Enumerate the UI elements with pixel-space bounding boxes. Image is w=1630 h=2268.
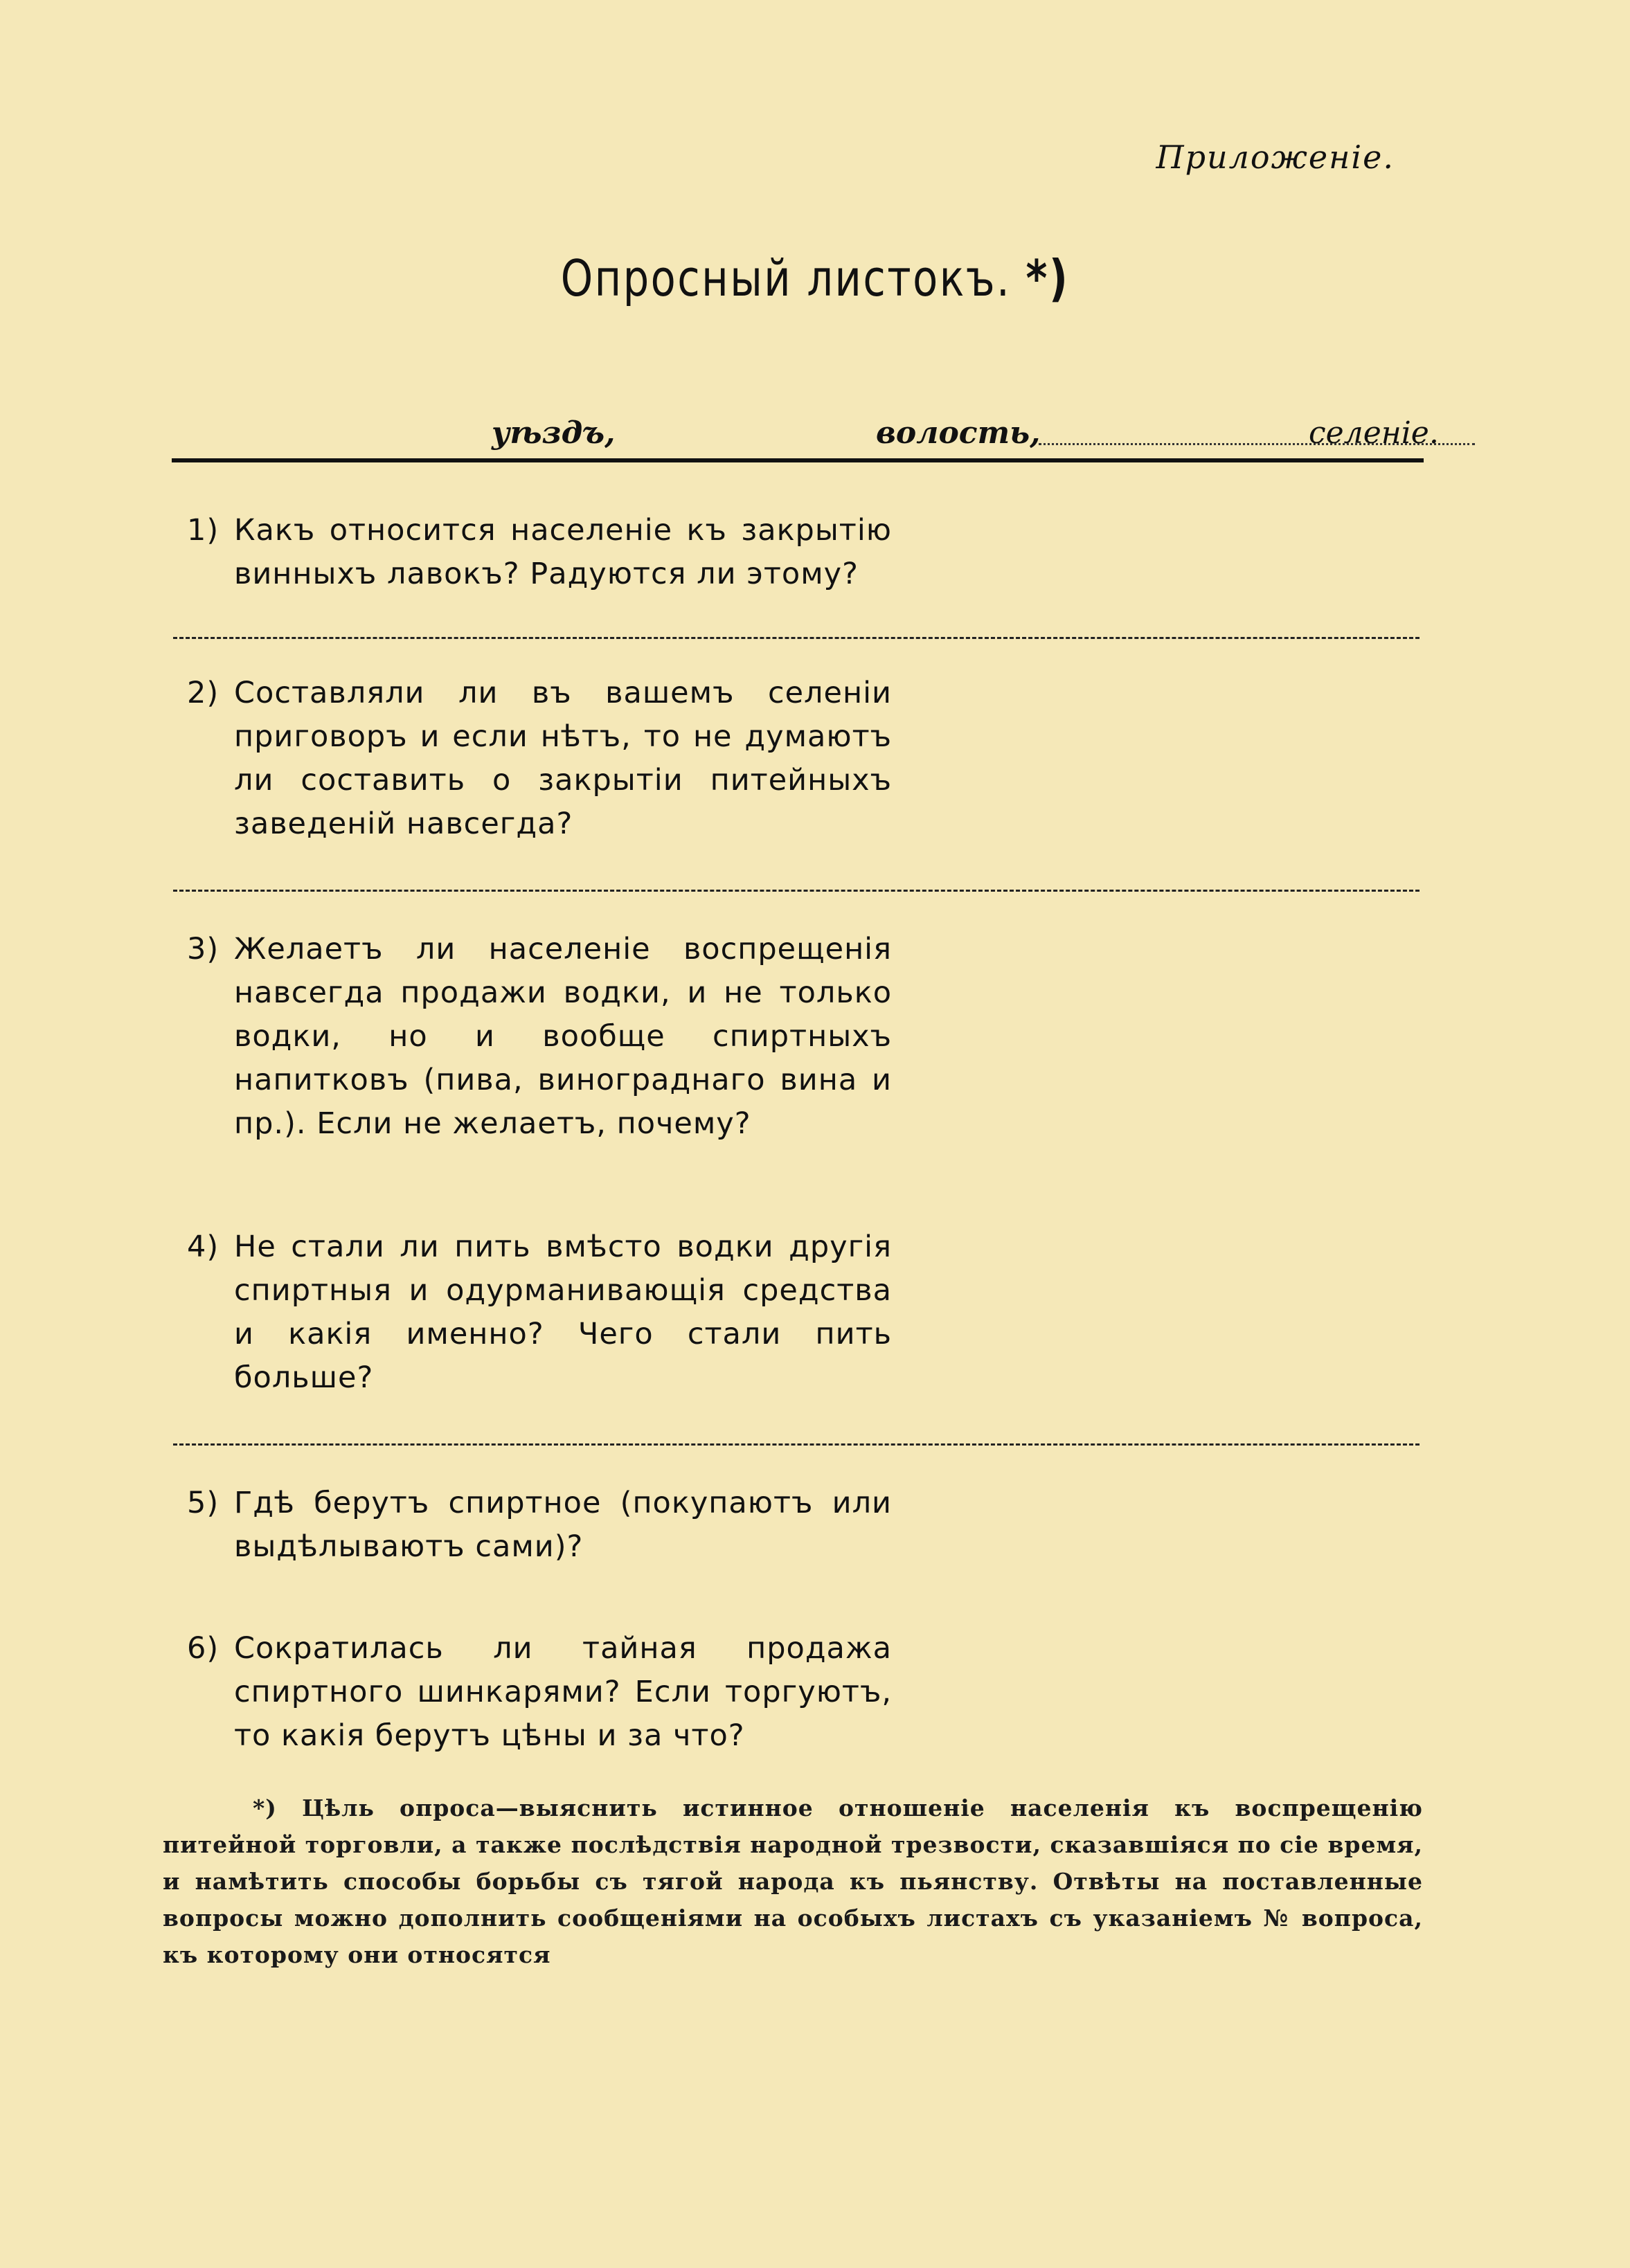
volost-label: волость,: [876, 415, 1041, 451]
question-text: Не стали ли пить вмѣсто водки другія спиртныя и одурманивающія средства и какія именно? Чего стали пить больше?: [234, 1230, 892, 1395]
question-text: Какъ относится населеніе къ закрытію винныхъ лавокъ? Радуются ли этому?: [234, 513, 892, 591]
question-number: 2): [187, 676, 220, 710]
divider-2: [173, 890, 1419, 892]
question-number: 4): [187, 1230, 220, 1264]
header-rule: [172, 458, 1424, 462]
question-text: Составляли ли въ вашемъ селеніи приговоръ и если нѣтъ, то не думаютъ ли составить о закрытіи питейныхъ заведеній навсегда?: [234, 676, 892, 841]
divider-1: [173, 637, 1419, 639]
title-text: Опросный листокъ.: [560, 249, 1012, 307]
question-number: 5): [187, 1486, 220, 1520]
location-header: [173, 408, 1439, 464]
question-text: Гдѣ берутъ спиртное (покупаютъ или выдѣлываютъ сами)?: [234, 1486, 892, 1564]
page-title: [147, 249, 1483, 307]
uezd-label: уѣздъ,: [492, 415, 616, 451]
appendix-label: Приложеніе.: [1156, 138, 1395, 176]
divider-3: [173, 1443, 1419, 1446]
question-text: Сократилась ли тайная продажа спиртного шинкарями? Если торгуютъ, то какія берутъ цѣны и за что?: [234, 1631, 892, 1753]
question-text: Желаетъ ли населеніе воспрещенія навсегда продажи водки, и не только водки, но и вообще спиртныхъ напитковъ (пива, винограднаго вина и пр.). Если не желаетъ, почему?: [234, 932, 892, 1141]
question-number: 1): [187, 513, 220, 548]
footnote: *) Цѣль опроса—выяснить истинное отношеніе населенія къ воспрещенію питейной торговли, а также послѣдствія народной трезвости, сказавшіяся по сіе время, и намѣтить способы борьбы съ тягой народа къ пьянству. Отвѣты на поставленные вопросы можно дополнить сообщеніями на особыхъ листахъ съ указаніемъ № вопроса, къ которому они относятся: [163, 1794, 1423, 1968]
title-footnote-mark: *): [1026, 249, 1070, 307]
question-number: 3): [187, 932, 220, 966]
selenie-label: селеніе.: [1309, 415, 1439, 451]
question-number: 6): [187, 1631, 220, 1666]
